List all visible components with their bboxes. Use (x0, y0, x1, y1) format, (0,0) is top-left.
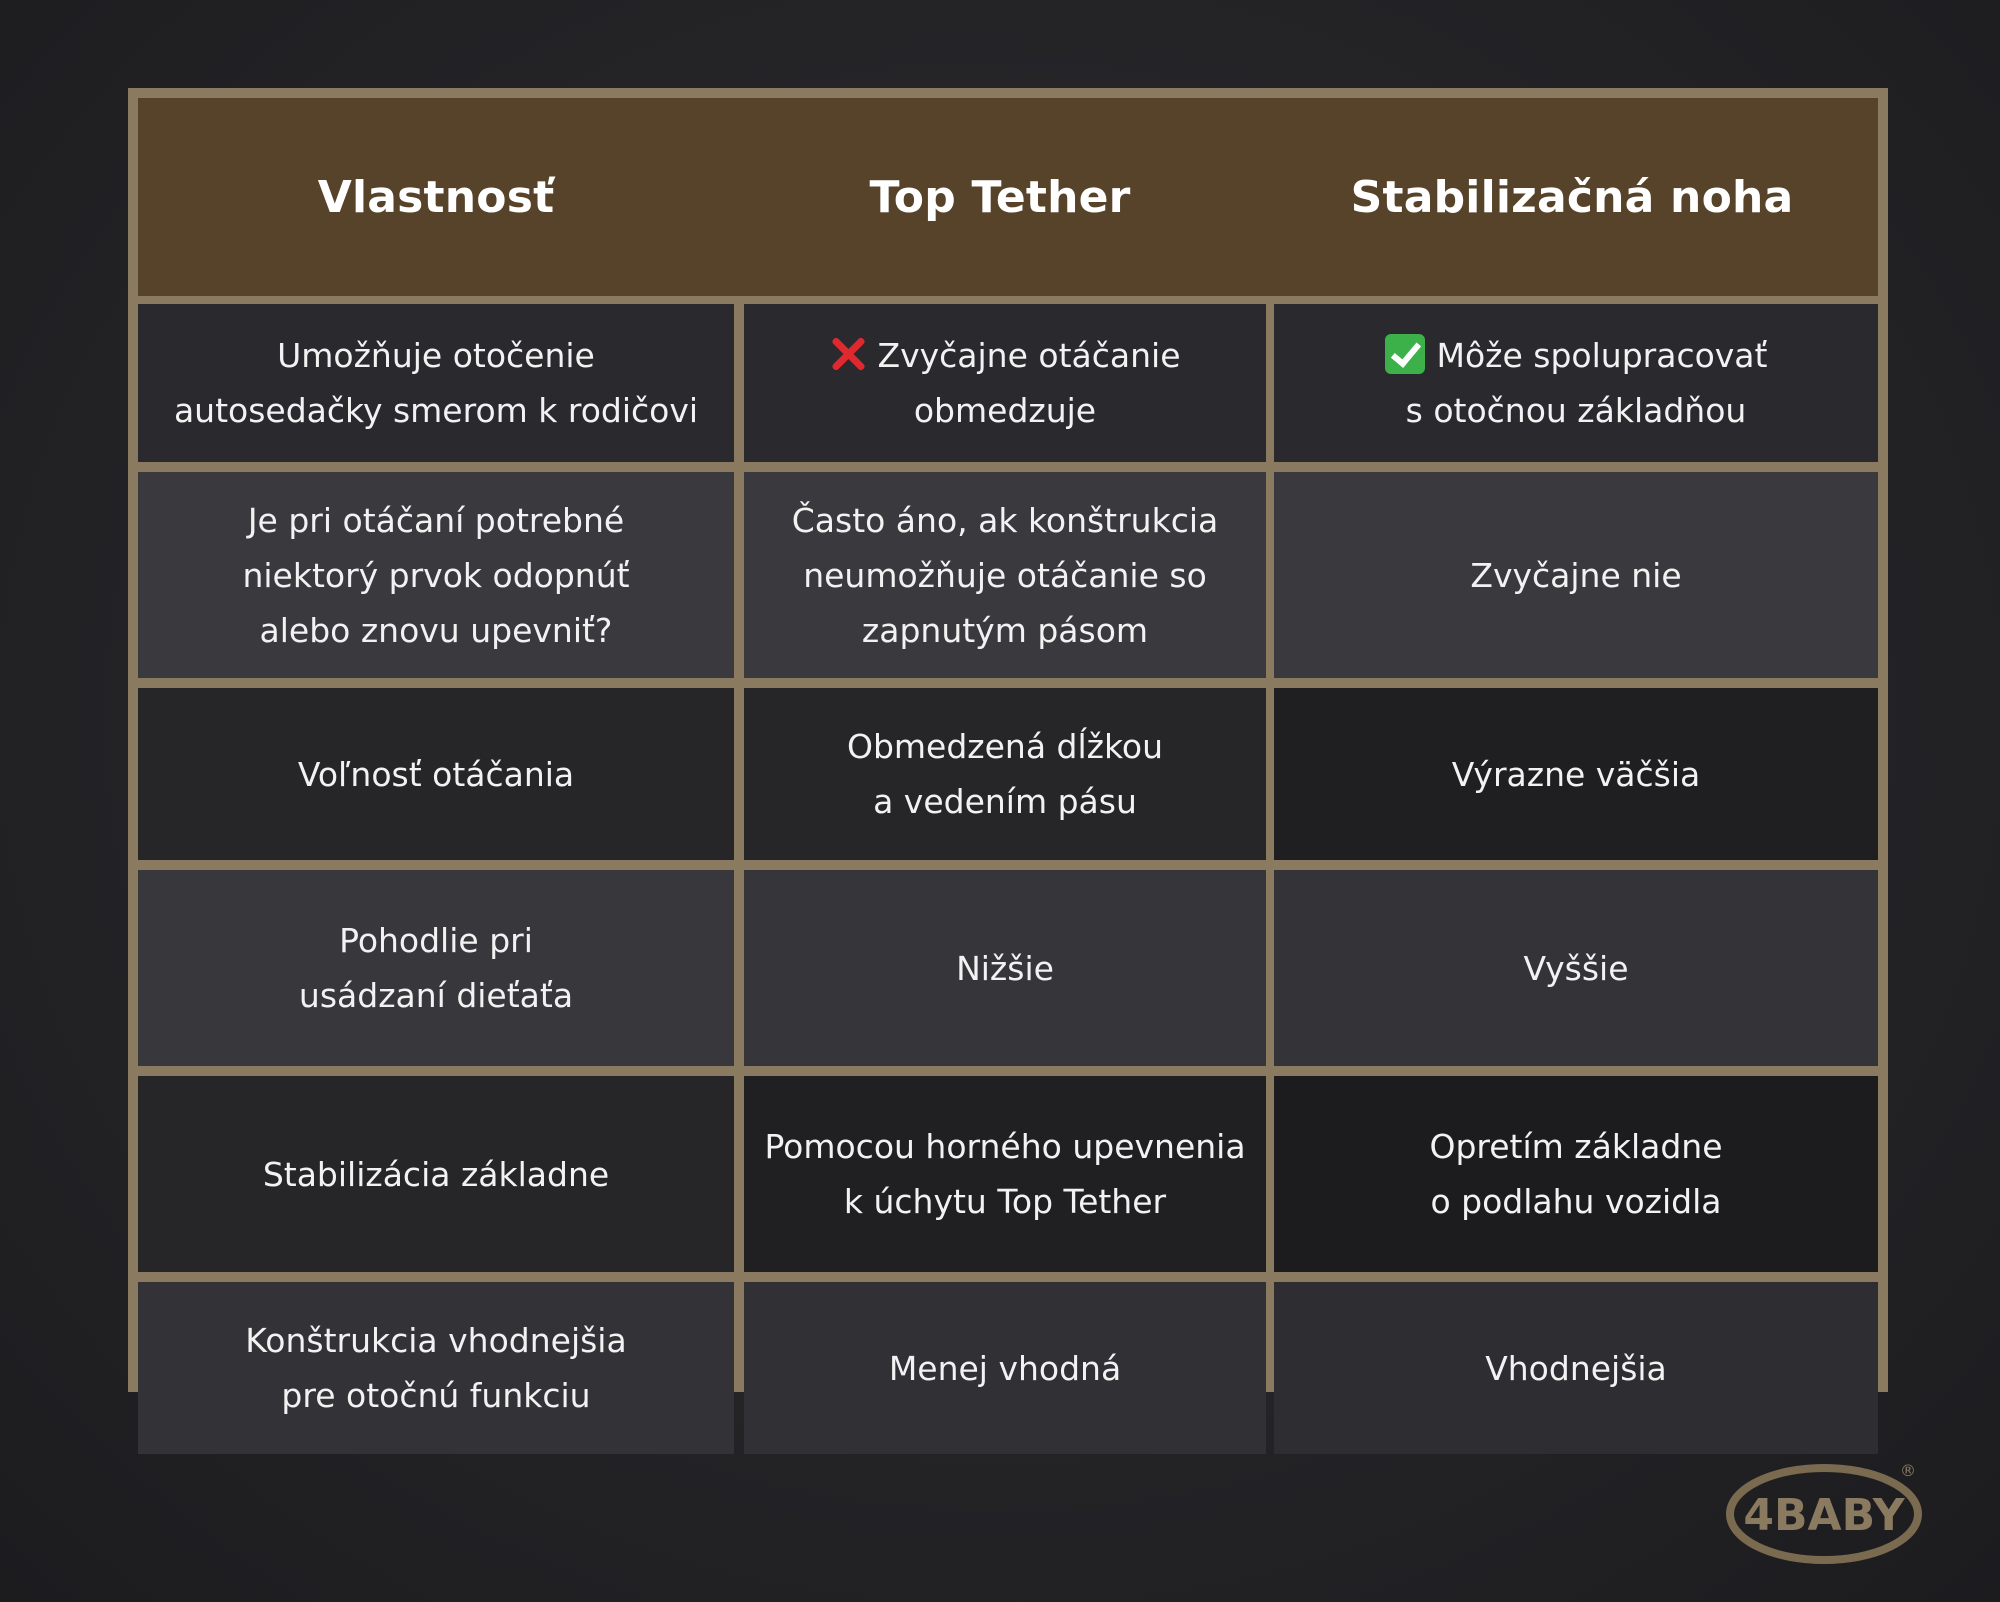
top-tether-cell (744, 688, 1266, 860)
cell-line: Výrazne väčšia (1451, 754, 1701, 794)
comparison-table (128, 88, 1888, 1415)
cross-mark-icon (829, 335, 867, 373)
cell-line: zapnutým pásom (861, 610, 1149, 650)
header-top-tether: Top Tether (869, 171, 1131, 223)
top-tether-cell (744, 304, 1266, 462)
cell-line: Zvyčajne nie (1470, 555, 1682, 595)
top-tether-cell (744, 1076, 1266, 1272)
table-row (138, 1076, 1878, 1272)
top-tether-cell (744, 870, 1266, 1066)
cell-line: Nižšie (956, 948, 1054, 988)
cell-line: Vhodnejšia (1485, 1348, 1667, 1388)
feature-line: Umožňuje otočenie (277, 336, 595, 375)
feature-line: autosedačky smerom k rodičovi (173, 391, 699, 430)
stabilizer-cell (1274, 870, 1878, 1066)
cell-line: Často áno, ak konštrukcia (791, 500, 1219, 540)
feature-cell (138, 304, 734, 462)
header-stabilizer: Stabilizačná noha (1350, 171, 1794, 223)
feature-line: pre otočnú funkciu (281, 1376, 591, 1415)
feature-line: alebo znovu upevniť? (259, 610, 613, 650)
cell-text: Zvyčajne otáčanie (877, 336, 1181, 375)
table-row (138, 870, 1878, 1066)
feature-cell (138, 1076, 734, 1272)
cell-line: Menej vhodná (888, 1348, 1122, 1388)
stabilizer-cell (1274, 472, 1878, 678)
feature-cell (138, 472, 734, 678)
cell-line: a vedením pásu (873, 782, 1137, 821)
cell-line (1385, 328, 1768, 383)
feature-cell (138, 870, 734, 1066)
table-row (138, 1282, 1878, 1454)
table-row (138, 472, 1878, 678)
feature-line: Stabilizácia základne (262, 1154, 610, 1194)
cell-text: Môže spolupracovať (1436, 336, 1768, 375)
feature-line: Voľnosť otáčania (297, 754, 575, 794)
logo-text: 4BABY (1743, 1490, 1905, 1541)
feature-line: Je pri otáčaní potrebné (247, 500, 625, 540)
feature-line: Konštrukcia vhodnejšia (245, 1321, 627, 1360)
cell-line: Pomocou horného upevnenia (764, 1127, 1246, 1166)
check-mark-icon (1385, 334, 1425, 374)
feature-cell (138, 1282, 734, 1454)
top-tether-cell (744, 472, 1266, 678)
feature-line: niektorý prvok odopnúť (242, 555, 630, 595)
cell-line: Opretím základne (1429, 1127, 1723, 1166)
cell-line: o podlahu vozidla (1430, 1182, 1722, 1221)
cell-line: k úchytu Top Tether (843, 1182, 1167, 1221)
brand-logo (1724, 1456, 1924, 1566)
table-header-row (138, 98, 1878, 296)
cell-line: obmedzuje (913, 391, 1097, 430)
stabilizer-cell (1274, 1282, 1878, 1454)
cell-line: Vyššie (1523, 948, 1629, 988)
stabilizer-cell (1274, 1076, 1878, 1272)
stabilizer-cell (1274, 688, 1878, 860)
cell-line: neumožňuje otáčanie so (803, 555, 1207, 595)
stabilizer-cell (1274, 304, 1878, 462)
feature-cell (138, 688, 734, 860)
cell-line: Obmedzená dĺžkou (846, 727, 1164, 766)
header-feature: Vlastnosť (317, 171, 555, 223)
cell-line (829, 328, 1180, 383)
cell-line: s otočnou základňou (1405, 391, 1747, 430)
feature-line: Pohodlie pri (339, 921, 533, 960)
feature-line: usádzaní dieťaťa (298, 976, 574, 1015)
top-tether-cell (744, 1282, 1266, 1454)
table-row (138, 304, 1878, 462)
table-row (138, 688, 1878, 860)
registered-mark: ® (1900, 1461, 1916, 1480)
